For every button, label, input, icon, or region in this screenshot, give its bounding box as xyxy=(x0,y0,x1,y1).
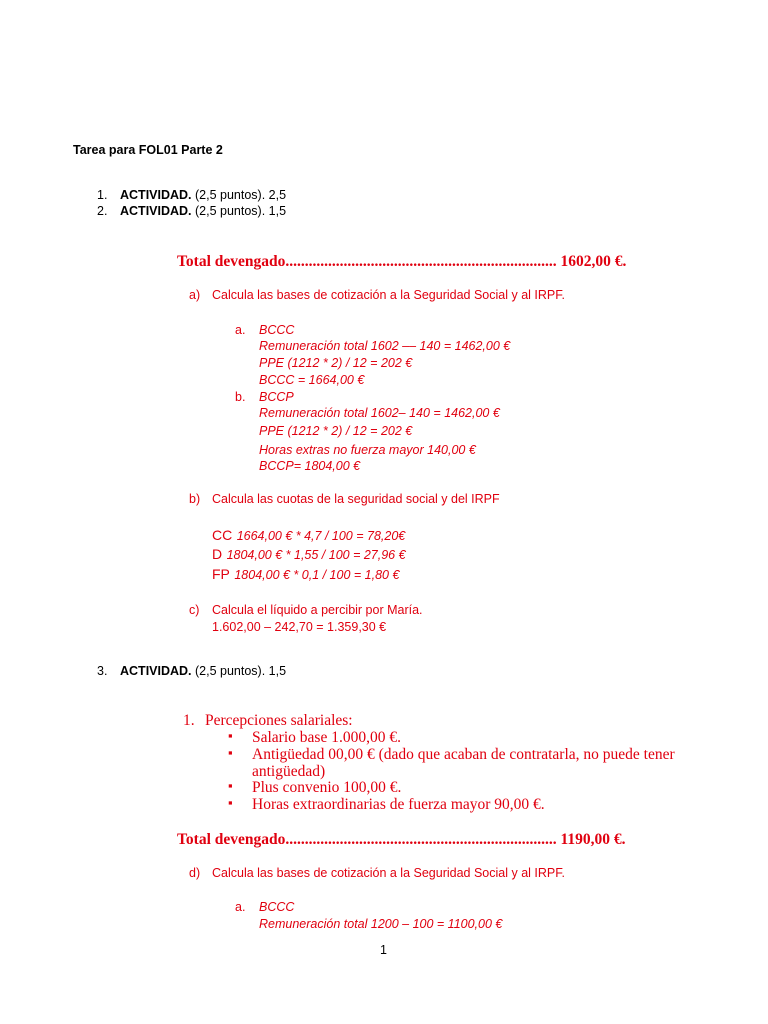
actividad-label: ACTIVIDAD. xyxy=(120,188,192,202)
sub-a-line: PPE (1212 * 2) / 12 = 202 € xyxy=(259,356,413,370)
actividad-score: (2,5 puntos). 1,5 xyxy=(195,204,287,218)
cuota-d xyxy=(212,546,406,564)
actividad-3 xyxy=(120,664,286,678)
sub-a-line: BCCC xyxy=(259,323,295,337)
actividad-1 xyxy=(120,188,286,202)
list-number: 3. xyxy=(97,664,108,678)
percepciones-number: 1. xyxy=(183,712,195,729)
sub-letter: a. xyxy=(235,900,246,914)
total-devengado-2 xyxy=(177,831,626,849)
section-letter: d) xyxy=(189,866,201,880)
document-title: Tarea para FOL01 Parte 2 xyxy=(73,143,223,157)
actividad-score: (2,5 puntos). 1,5 xyxy=(195,664,287,678)
sub-letter: a. xyxy=(235,323,246,337)
section-letter: c) xyxy=(189,603,200,617)
actividad-label: ACTIVIDAD. xyxy=(120,664,192,678)
percepcion-item: ▪ Plus convenio 100,00 €. xyxy=(252,779,401,797)
percepcion-item: ▪ Antigüedad 00,00 € (dado que acaban de contratarla, no puede tener xyxy=(252,746,675,764)
liquido-calc: 1.602,00 – 242,70 = 1.359,30 € xyxy=(212,620,387,634)
total-devengado-1 xyxy=(177,253,626,271)
actividad-2 xyxy=(120,204,286,218)
sub-b-line: BCCP xyxy=(259,390,294,404)
cuota-cc xyxy=(212,527,405,545)
sub-a-line: BCCC = 1664,00 € xyxy=(259,373,365,387)
section-a-text: Calcula las bases de cotización a la Seguridad Social y al IRPF. xyxy=(212,288,565,302)
sub-b-line: PPE (1212 * 2) / 12 = 202 € xyxy=(259,424,413,438)
cuota-calc: 1804,00 € * 1,55 / 100 = 27,96 € xyxy=(226,548,406,562)
actividad-score: (2,5 puntos). 2,5 xyxy=(195,188,287,202)
cuota-prefix: D xyxy=(212,546,223,562)
page-number: 1 xyxy=(380,943,387,957)
total-label: Total devengado...................................................................... xyxy=(177,831,557,848)
section-b-text: Calcula las cuotas de la seguridad social y del IRPF xyxy=(212,492,500,506)
sub-b-line: Remuneración total 1602– 140 = 1462,00 € xyxy=(259,406,500,420)
sub-letter: b. xyxy=(235,390,246,404)
section-c-text: Calcula el líquido a percibir por María. xyxy=(212,603,423,617)
cuota-fp xyxy=(212,566,399,584)
cuota-calc: 1804,00 € * 0,1 / 100 = 1,80 € xyxy=(234,568,400,582)
total-label: Total devengado...................................................................... xyxy=(177,253,557,270)
sub-a2-line: Remuneración total 1200 – 100 = 1100,00 € xyxy=(259,917,503,931)
section-letter: a) xyxy=(189,288,201,302)
cuota-calc: 1664,00 € * 4,7 / 100 = 78,20€ xyxy=(236,529,406,543)
section-d-text: Calcula las bases de cotización a la Seguridad Social y al IRPF. xyxy=(212,866,565,880)
percepcion-item-cont: antigüedad) xyxy=(252,763,326,780)
percepcion-item: ▪ Horas extraordinarias de fuerza mayor 90,00 €. xyxy=(252,796,545,814)
actividad-label: ACTIVIDAD. xyxy=(120,204,192,218)
sub-b-line: Horas extras no fuerza mayor 140,00 € xyxy=(259,443,476,457)
total-value: 1190,00 €. xyxy=(560,831,626,848)
sub-a-line: Remuneración total 1602 –– 140 = 1462,00 € xyxy=(259,339,511,353)
total-value: 1602,00 €. xyxy=(560,253,627,270)
sub-b-line: BCCP= 1804,00 € xyxy=(259,459,361,473)
sub-a2-line: BCCC xyxy=(259,900,295,914)
section-letter: b) xyxy=(189,492,201,506)
cuota-prefix: FP xyxy=(212,566,230,582)
list-number: 1. xyxy=(97,188,108,202)
list-number: 2. xyxy=(97,204,108,218)
percepcion-item: ▪ Salario base 1.000,00 €. xyxy=(252,729,401,747)
percepciones-title: Percepciones salariales: xyxy=(205,712,353,729)
cuota-prefix: CC xyxy=(212,527,233,543)
